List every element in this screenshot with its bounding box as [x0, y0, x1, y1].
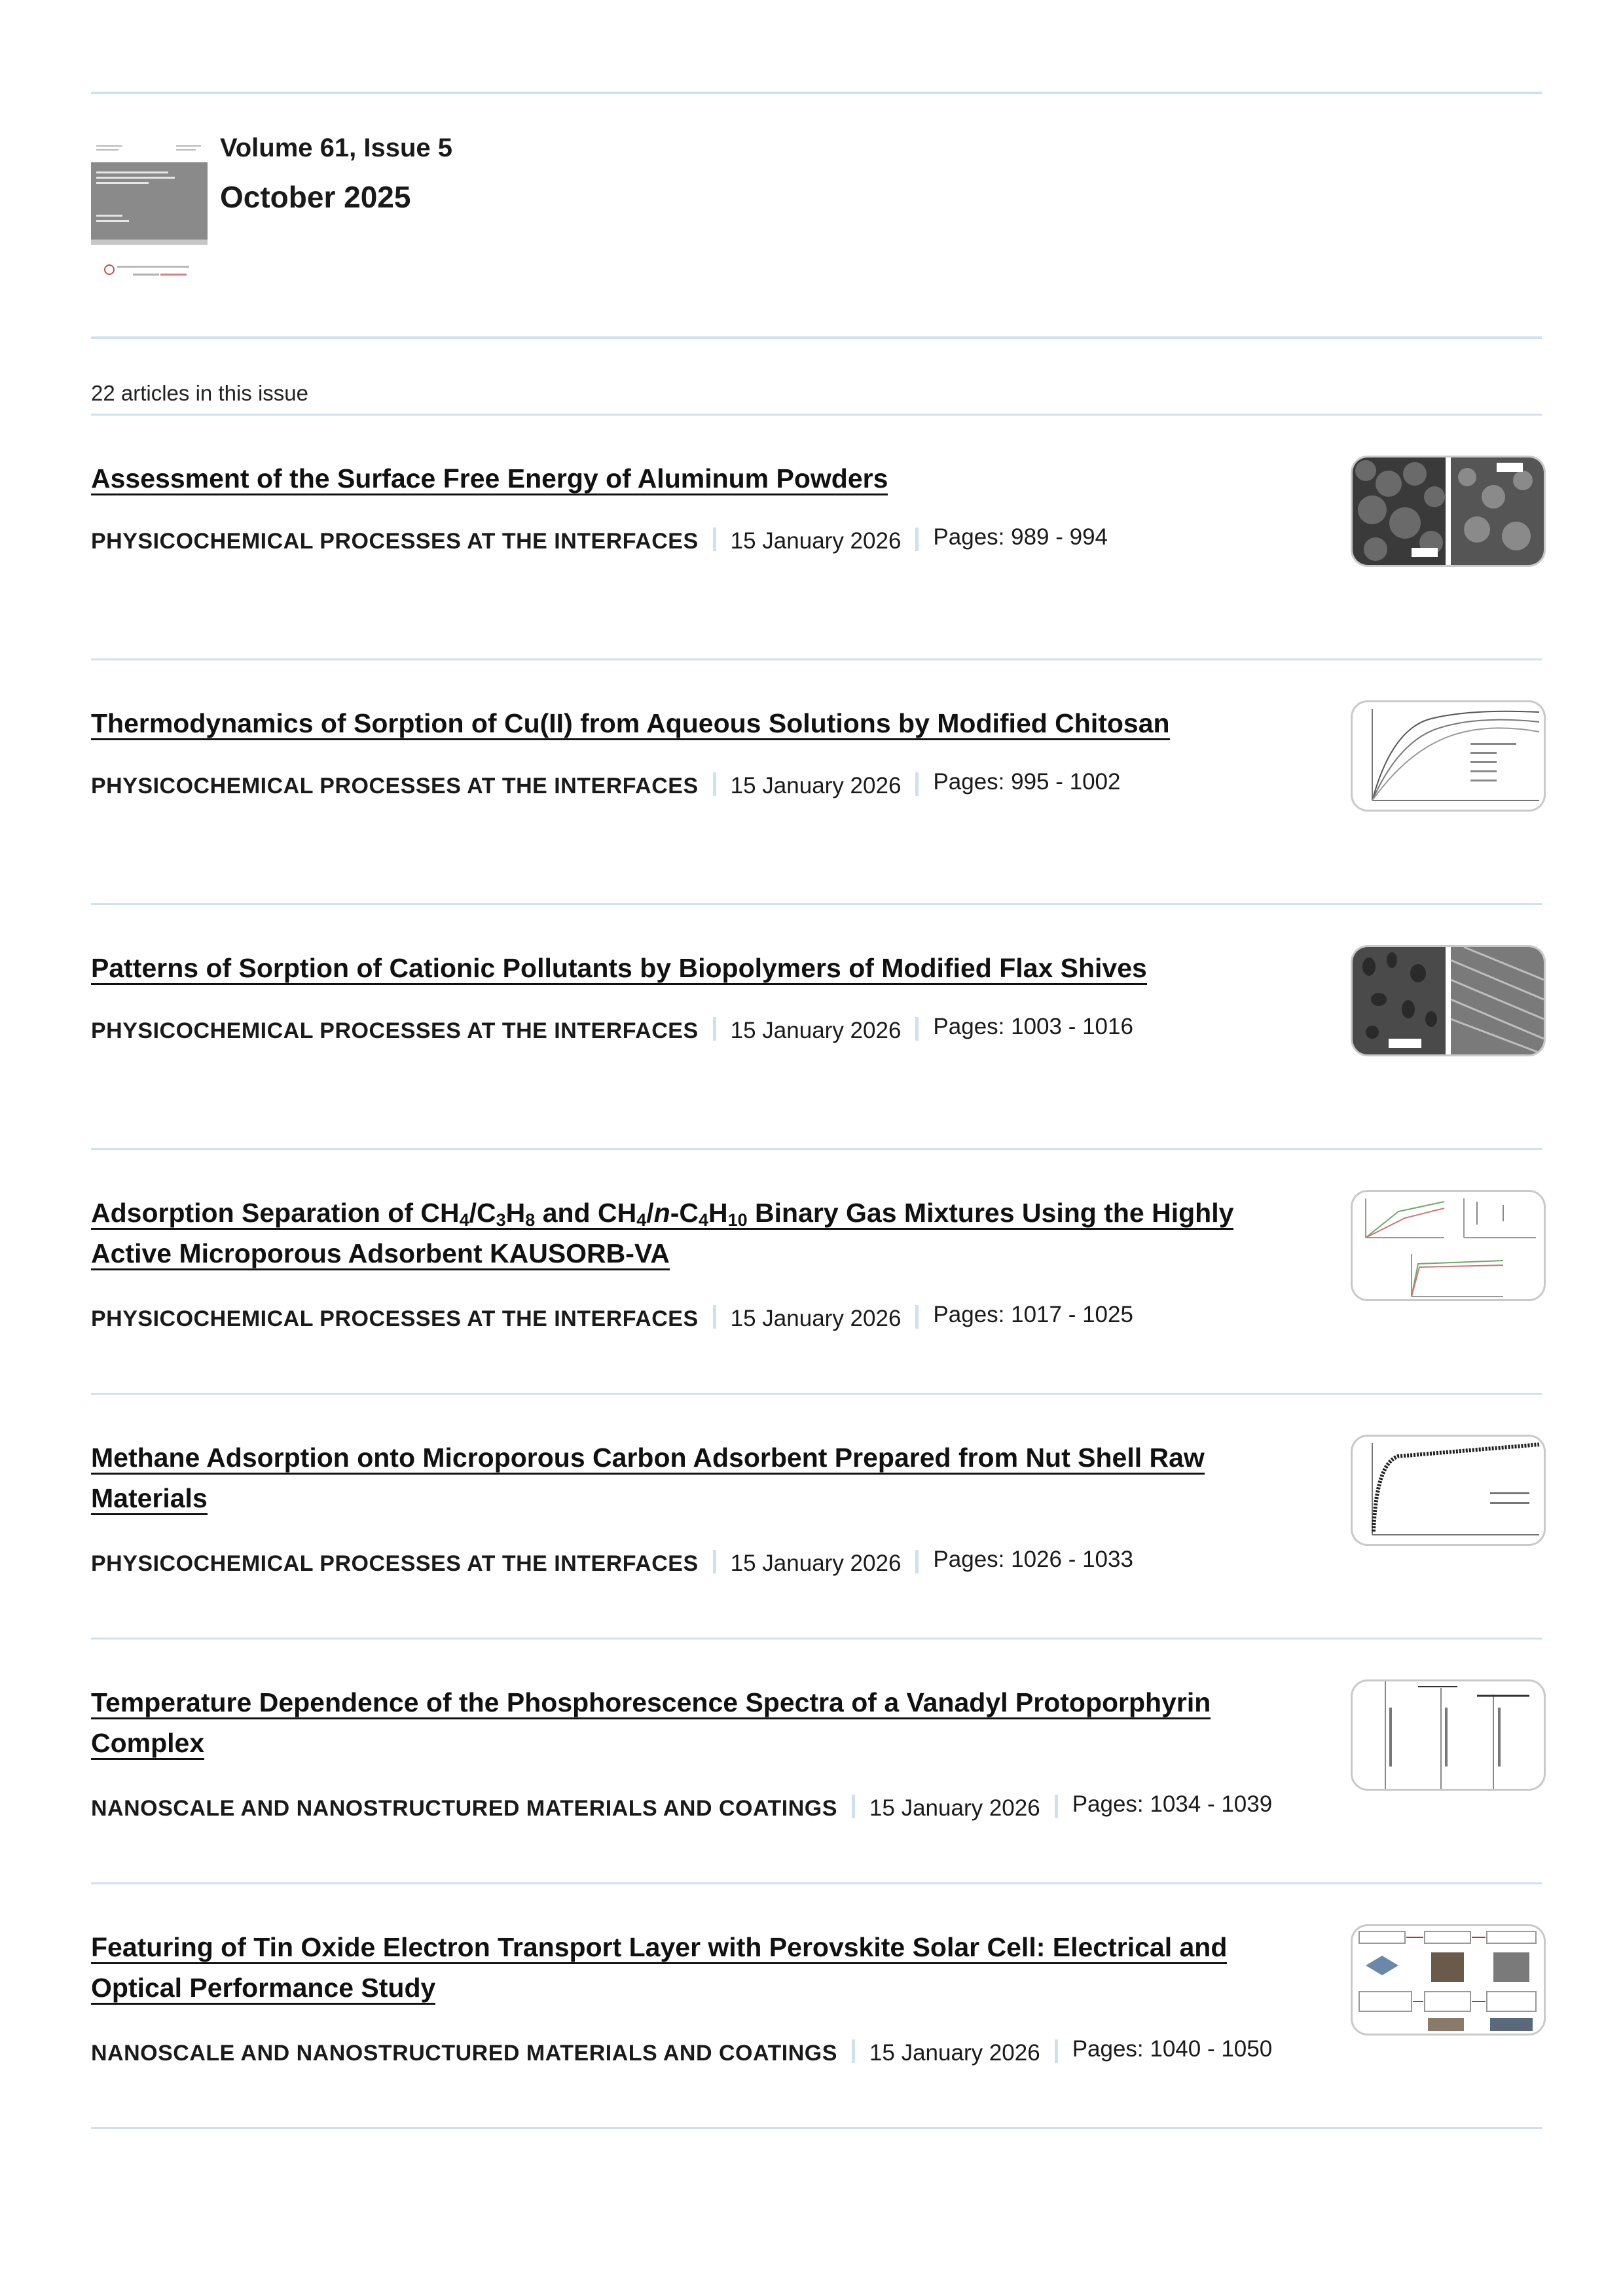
- meta-separator: [915, 1017, 919, 1041]
- article-pages: Pages: 1026 - 1033: [933, 1547, 1133, 1572]
- meta-separator: [713, 772, 716, 796]
- article-date: 15 January 2026: [869, 2040, 1040, 2066]
- article-divider: [91, 2127, 1542, 2129]
- article-meta: [91, 1302, 1133, 1335]
- article-section-link[interactable]: PHYSICOCHEMICAL PROCESSES AT THE INTERFACES: [91, 529, 699, 554]
- article-item: [91, 1135, 1542, 1378]
- article-item: [91, 1380, 1542, 1623]
- meta-separator: [1055, 1795, 1058, 1818]
- article-title-link[interactable]: Assessment of the Surface Free Energy of Aluminum Powders: [91, 458, 1289, 499]
- article-meta: [91, 1547, 1133, 1580]
- meta-separator: [713, 1305, 716, 1329]
- article-section-link[interactable]: PHYSICOCHEMICAL PROCESSES AT THE INTERFACES: [91, 1306, 699, 1331]
- meta-separator: [915, 1305, 919, 1329]
- article-title-link[interactable]: Featuring of Tin Oxide Electron Transport Layer with Perovskite Solar Cell: Electrical and Optical Performance Study: [91, 1927, 1289, 2008]
- article-section-link[interactable]: PHYSICOCHEMICAL PROCESSES AT THE INTERFACES: [91, 774, 699, 798]
- article-thumbnail-isotherm-chart-icon[interactable]: [1351, 1435, 1546, 1546]
- article-item: [91, 645, 1542, 889]
- article-thumbnail-energy-diagram-icon[interactable]: [1351, 1679, 1546, 1791]
- article-pages: Pages: 989 - 994: [933, 524, 1108, 550]
- meta-separator: [915, 1550, 919, 1573]
- meta-separator: [852, 2039, 855, 2063]
- article-thumbnail-micrograph-icon[interactable]: [1351, 945, 1546, 1056]
- article-date: 15 January 2026: [730, 1306, 902, 1331]
- publisher-logo: [104, 264, 189, 280]
- header-divider: [91, 336, 1542, 339]
- cover-page: [91, 140, 208, 245]
- meta-separator: [713, 1550, 716, 1573]
- article-meta: [91, 525, 1108, 558]
- article-title-link[interactable]: Adsorption Separation of $CH_4/C_3H_8$ and $CH_4/n-C_4H_{10}$ Binary Gas Mixtures Using the Highly Active Microporous Adsorbent KAUSORB-VA: [91, 1193, 1289, 1274]
- article-title-link[interactable]: Thermodynamics of Sorption of Cu(II) from Aqueous Solutions by Modified Chitosan: [91, 703, 1289, 744]
- meta-separator: [852, 1795, 855, 1818]
- article-item: [91, 401, 1542, 644]
- article-pages: Pages: 1040 - 1050: [1072, 2036, 1273, 2062]
- article-item: [91, 1869, 1542, 2113]
- article-thumbnail-chart-icon[interactable]: [1351, 700, 1546, 812]
- meta-separator: [1055, 2039, 1058, 2063]
- issue-date: October 2025: [220, 180, 411, 214]
- article-title-link[interactable]: Methane Adsorption onto Microporous Carbon Adsorbent Prepared from Nut Shell Raw Materials: [91, 1437, 1289, 1518]
- article-pages: Pages: 1003 - 1016: [933, 1014, 1133, 1039]
- article-item: [91, 890, 1542, 1134]
- meta-separator: [915, 772, 919, 796]
- article-meta: [91, 1792, 1272, 1825]
- article-section-link[interactable]: PHYSICOCHEMICAL PROCESSES AT THE INTERFACES: [91, 1551, 699, 1576]
- article-count: 22 articles in this issue: [91, 381, 308, 405]
- article-thumbnail-sem-image-icon[interactable]: [1351, 456, 1546, 567]
- article-date: 15 January 2026: [869, 1795, 1040, 1821]
- cover-header: [91, 140, 208, 162]
- volume-issue-label: Volume 61, Issue 5: [220, 134, 452, 162]
- article-pages: Pages: 1017 - 1025: [933, 1302, 1133, 1327]
- article-thumbnail-flow-diagram-icon[interactable]: [1351, 1924, 1546, 2036]
- article-date: 15 January 2026: [730, 528, 902, 554]
- article-meta: [91, 1014, 1133, 1047]
- meta-separator: [713, 1017, 716, 1041]
- article-date: 15 January 2026: [730, 773, 902, 798]
- meta-separator: [713, 528, 716, 551]
- journal-cover-icon[interactable]: [91, 140, 208, 284]
- article-title-link[interactable]: Patterns of Sorption of Cationic Pollutants by Biopolymers of Modified Flax Shives: [91, 948, 1289, 988]
- top-divider: [91, 92, 1542, 94]
- cover-title-band: [91, 162, 208, 240]
- article-pages: Pages: 1034 - 1039: [1072, 1791, 1273, 1817]
- article-section-link[interactable]: PHYSICOCHEMICAL PROCESSES AT THE INTERFACES: [91, 1018, 699, 1043]
- article-item: [91, 1624, 1542, 1868]
- article-date: 15 January 2026: [730, 1551, 902, 1576]
- meta-separator: [915, 528, 919, 551]
- article-section-link[interactable]: NANOSCALE AND NANOSTRUCTURED MATERIALS AND COATINGS: [91, 2041, 837, 2066]
- article-meta: [91, 770, 1120, 802]
- article-pages: Pages: 995 - 1002: [933, 769, 1121, 795]
- article-meta: [91, 2037, 1272, 2070]
- article-date: 15 January 2026: [730, 1018, 902, 1043]
- article-thumbnail-multi-chart-icon[interactable]: [1351, 1190, 1546, 1301]
- article-title-link[interactable]: Temperature Dependence of the Phosphorescence Spectra of a Vanadyl Protoporphyrin Complex: [91, 1682, 1289, 1763]
- article-section-link[interactable]: NANOSCALE AND NANOSTRUCTURED MATERIALS AND COATINGS: [91, 1796, 837, 1821]
- cover-bottom-bar: [91, 240, 208, 245]
